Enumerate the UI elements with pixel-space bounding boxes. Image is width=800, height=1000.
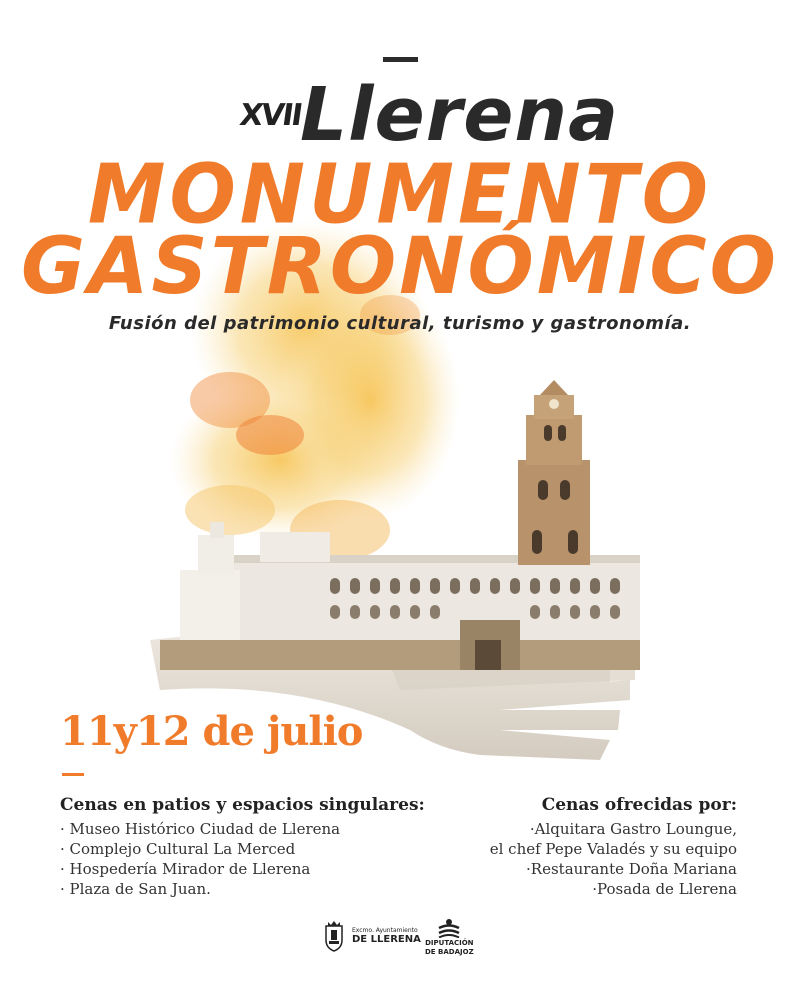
event-date: 11y12 de julio: [60, 708, 363, 755]
ayuntamiento-label: Excmo. Ayuntamiento: [352, 927, 418, 934]
tagline: Fusión del patrimonio cultural, turismo y gastronomía.: [108, 313, 692, 334]
list-item: · Museo Histórico Ciudad de Llerena: [60, 820, 341, 838]
list-item: · Plaza de San Juan.: [60, 880, 211, 898]
list-item: ·Posada de Llerena: [592, 880, 737, 898]
list-item: ·Restaurante Doña Mariana: [526, 860, 737, 878]
crown-icon: [436, 918, 462, 938]
chefs-heading: Cenas ofrecidas por:: [541, 795, 737, 815]
diputacion-line-1: DIPUTACIÓN: [425, 939, 474, 947]
diputacion-badajoz-logo: [425, 918, 474, 956]
list-item: el chef Pepe Valadés y su equipo: [489, 840, 737, 858]
top-divider: [383, 57, 418, 62]
ayuntamiento-llerena-logo: [322, 920, 421, 952]
town-name: Llerena: [300, 72, 620, 158]
shield-crest-icon: [322, 920, 346, 952]
venues-heading: Cenas en patios y espacios singulares:: [60, 795, 425, 815]
ayuntamiento-town: DE LLERENA: [352, 934, 421, 945]
title-gastronomico: GASTRONÓMICO: [21, 222, 779, 312]
chefs-list: [490, 795, 737, 899]
diputacion-line-2: DE BADAJOZ: [425, 948, 474, 956]
date-divider: [62, 773, 84, 776]
edition-number: XVII: [237, 98, 304, 133]
list-item: · Complejo Cultural La Merced: [60, 840, 296, 858]
venues-list: [60, 795, 425, 899]
title-monumento: MONUMENTO: [87, 147, 713, 243]
list-item: ·Alquitara Gastro Loungue,: [529, 820, 737, 838]
list-item: · Hospedería Mirador de Llerena: [60, 860, 311, 878]
